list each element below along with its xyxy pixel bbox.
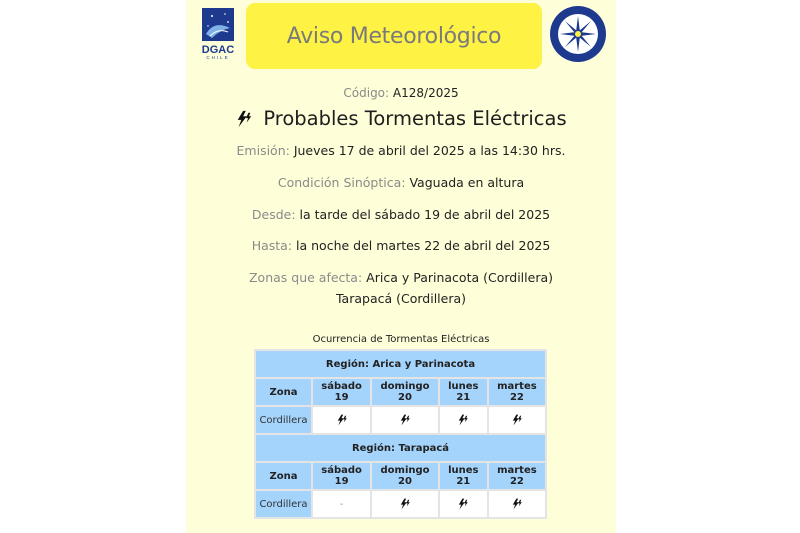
forecast-cell	[489, 407, 545, 433]
column-header: lunes 21	[440, 379, 487, 405]
column-header: sábado 19	[313, 463, 370, 489]
lightning-icon	[457, 498, 469, 510]
forecast-cell	[489, 491, 545, 517]
column-header: martes 22	[489, 379, 545, 405]
banner-title: Aviso Meteorológico	[286, 23, 502, 49]
forecast-cell	[372, 407, 438, 433]
emission-line: Emisión: Jueves 17 de abril del 2025 a las 14:30 hrs.	[236, 143, 566, 158]
lightning-icon	[399, 414, 411, 426]
column-header: sábado 19	[313, 379, 370, 405]
column-header: martes 22	[489, 463, 545, 489]
forecast-cell: -	[313, 491, 370, 517]
column-header: lunes 21	[440, 463, 487, 489]
lightning-icon	[399, 498, 411, 510]
column-header: Zona	[256, 463, 311, 489]
dmc-logo	[548, 4, 608, 64]
forecast-cell	[313, 407, 370, 433]
lightning-icon	[457, 414, 469, 426]
table-row	[256, 491, 545, 517]
forecast-cell	[440, 407, 487, 433]
region-header: Región: Arica y Parinacota	[256, 351, 545, 377]
notice-title	[186, 107, 616, 130]
column-header: Zona	[256, 379, 311, 405]
to-line: Hasta: la noche del martes 22 de abril del 2025	[251, 238, 551, 253]
table-caption: Ocurrencia de Tormentas Eléctricas	[312, 334, 490, 345]
zone-cell: Cordillera	[256, 491, 311, 517]
svg-text:CHILE: CHILE	[206, 55, 230, 60]
zone-cell: Cordillera	[256, 407, 311, 433]
synoptic-line: Condición Sinóptica: Vaguada en altura	[277, 175, 525, 190]
forecast-cell	[440, 491, 487, 517]
lightning-icon	[511, 498, 523, 510]
table-row	[256, 407, 545, 433]
zones-line-2: Tarapacá (Cordillera)	[335, 291, 467, 306]
notice-banner	[246, 3, 542, 69]
svg-text:DGAC: DGAC	[201, 44, 235, 56]
lightning-icon	[235, 110, 253, 128]
lightning-icon	[511, 414, 523, 426]
column-header: domingo 20	[372, 379, 438, 405]
from-line: Desde: la tarde del sábado 19 de abril del 2025	[251, 207, 551, 222]
notice-title-text: Probables Tormentas Eléctricas	[263, 107, 567, 130]
zones-line: Zonas que afecta: Arica y Parinacota (Cordillera)	[248, 270, 553, 285]
notice-code: Código: A128/2025	[343, 86, 459, 100]
region-header: Región: Tarapacá	[256, 435, 545, 461]
lightning-icon	[336, 414, 348, 426]
dgac-logo	[200, 8, 236, 60]
forecast-cell	[372, 491, 438, 517]
column-header: domingo 20	[372, 463, 438, 489]
storm-occurrence-table	[254, 349, 547, 519]
